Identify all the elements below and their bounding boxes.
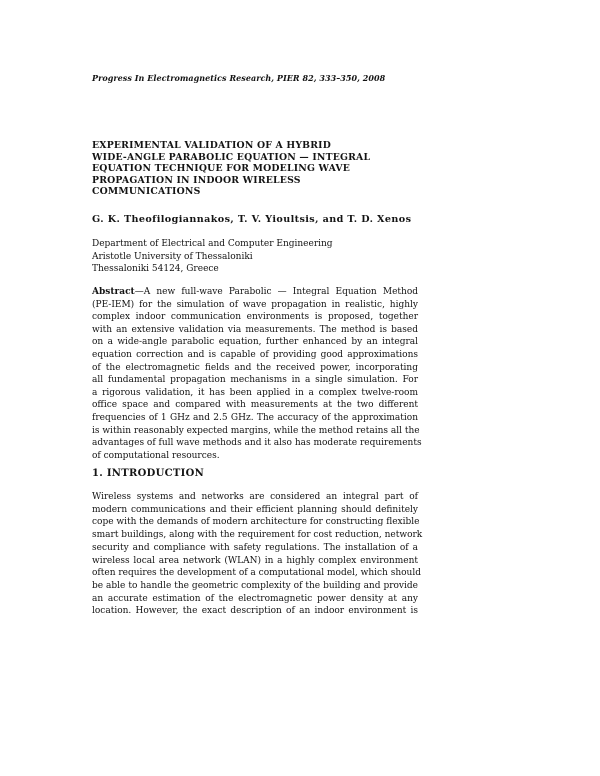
abstract-line: all fundamental propagation mechanisms in a single simulation. For xyxy=(92,375,418,386)
paper-title xyxy=(92,140,422,198)
abstract-line: (PE-IEM) for the simulation of wave propagation in realistic, highly xyxy=(92,299,418,310)
section-heading: 1. INTRODUCTION xyxy=(92,468,205,479)
body-line: wireless local area network (WLAN) in a highly complex environment xyxy=(92,555,418,566)
abstract-line: a rigorous validation, it has been applied in a complex twelve-room xyxy=(92,387,418,398)
title-line: EXPERIMENTAL VALIDATION OF A HYBRID xyxy=(92,140,331,151)
body-line: smart buildings, along with the requirement for cost reduction, network xyxy=(92,530,423,541)
abstract xyxy=(92,286,422,462)
body-line: modern communications and their efficient planning should definitely xyxy=(92,504,418,515)
abstract-line: complex indoor communication environments is proposed, together xyxy=(92,312,418,323)
abstract-line: of the electromagnetic fields and the received power, incorporating xyxy=(92,362,418,373)
abstract-line: equation correction and is capable of providing good approximations xyxy=(92,349,418,360)
affiliation-line: Aristotle University of Thessaloniki xyxy=(92,251,253,262)
body-line: cope with the demands of modern architecture for constructing flexible xyxy=(92,517,420,528)
abstract-text: —A new full-wave Parabolic — Integral Equation Method xyxy=(134,287,418,297)
affiliation-line: Thessaloniki 54124, Greece xyxy=(92,264,219,275)
title-line: COMMUNICATIONS xyxy=(92,186,201,197)
abstract-line: is within reasonably expected margins, while the method retains all the xyxy=(92,425,420,436)
title-line: EQUATION TECHNIQUE FOR MODELING WAVE xyxy=(92,163,351,174)
abstract-line: on a wide-angle parabolic equation, further enhanced by an integral xyxy=(92,337,418,348)
body-line: often requires the development of a computational model, which should xyxy=(92,568,421,579)
author-list: G. K. Theofilogiannakos, T. V. Yioultsis, and T. D. Xenos xyxy=(92,214,412,225)
abstract-line: frequencies of 1 GHz and 2.5 GHz. The accuracy of the approximation xyxy=(92,412,418,423)
abstract-line: advantages of full wave methods and it also has moderate requirements xyxy=(92,438,422,449)
body-line: security and compliance with safety regulations. The installation of a xyxy=(92,542,418,553)
journal-header: Progress In Electromagnetics Research, PIER 82, 333–350, 2008 xyxy=(92,73,386,83)
abstract-line: of computational resources. xyxy=(92,450,220,461)
body-line: an accurate estimation of the electromagnetic power density at any xyxy=(92,593,418,604)
title-line: WIDE-ANGLE PARABOLIC EQUATION — INTEGRAL xyxy=(92,151,371,163)
title-line: PROPAGATION IN INDOOR WIRELESS xyxy=(92,174,301,186)
body-line: Wireless systems and networks are considered an integral part of xyxy=(92,492,418,502)
abstract-label: Abstract xyxy=(92,287,135,297)
abstract-line: with an extensive validation via measurements. The method is based xyxy=(92,324,418,335)
section-body xyxy=(92,491,423,618)
body-line: be able to handle the geometric complexity of the building and provide xyxy=(92,580,418,591)
affiliation xyxy=(92,238,333,276)
body-line: location. However, the exact description of an indoor environment is xyxy=(92,606,418,617)
affiliation-line: Department of Electrical and Computer Engineering xyxy=(92,239,333,249)
abstract-line: office space and compared with measurements at the two different xyxy=(92,400,418,411)
abstract-line xyxy=(92,286,418,299)
